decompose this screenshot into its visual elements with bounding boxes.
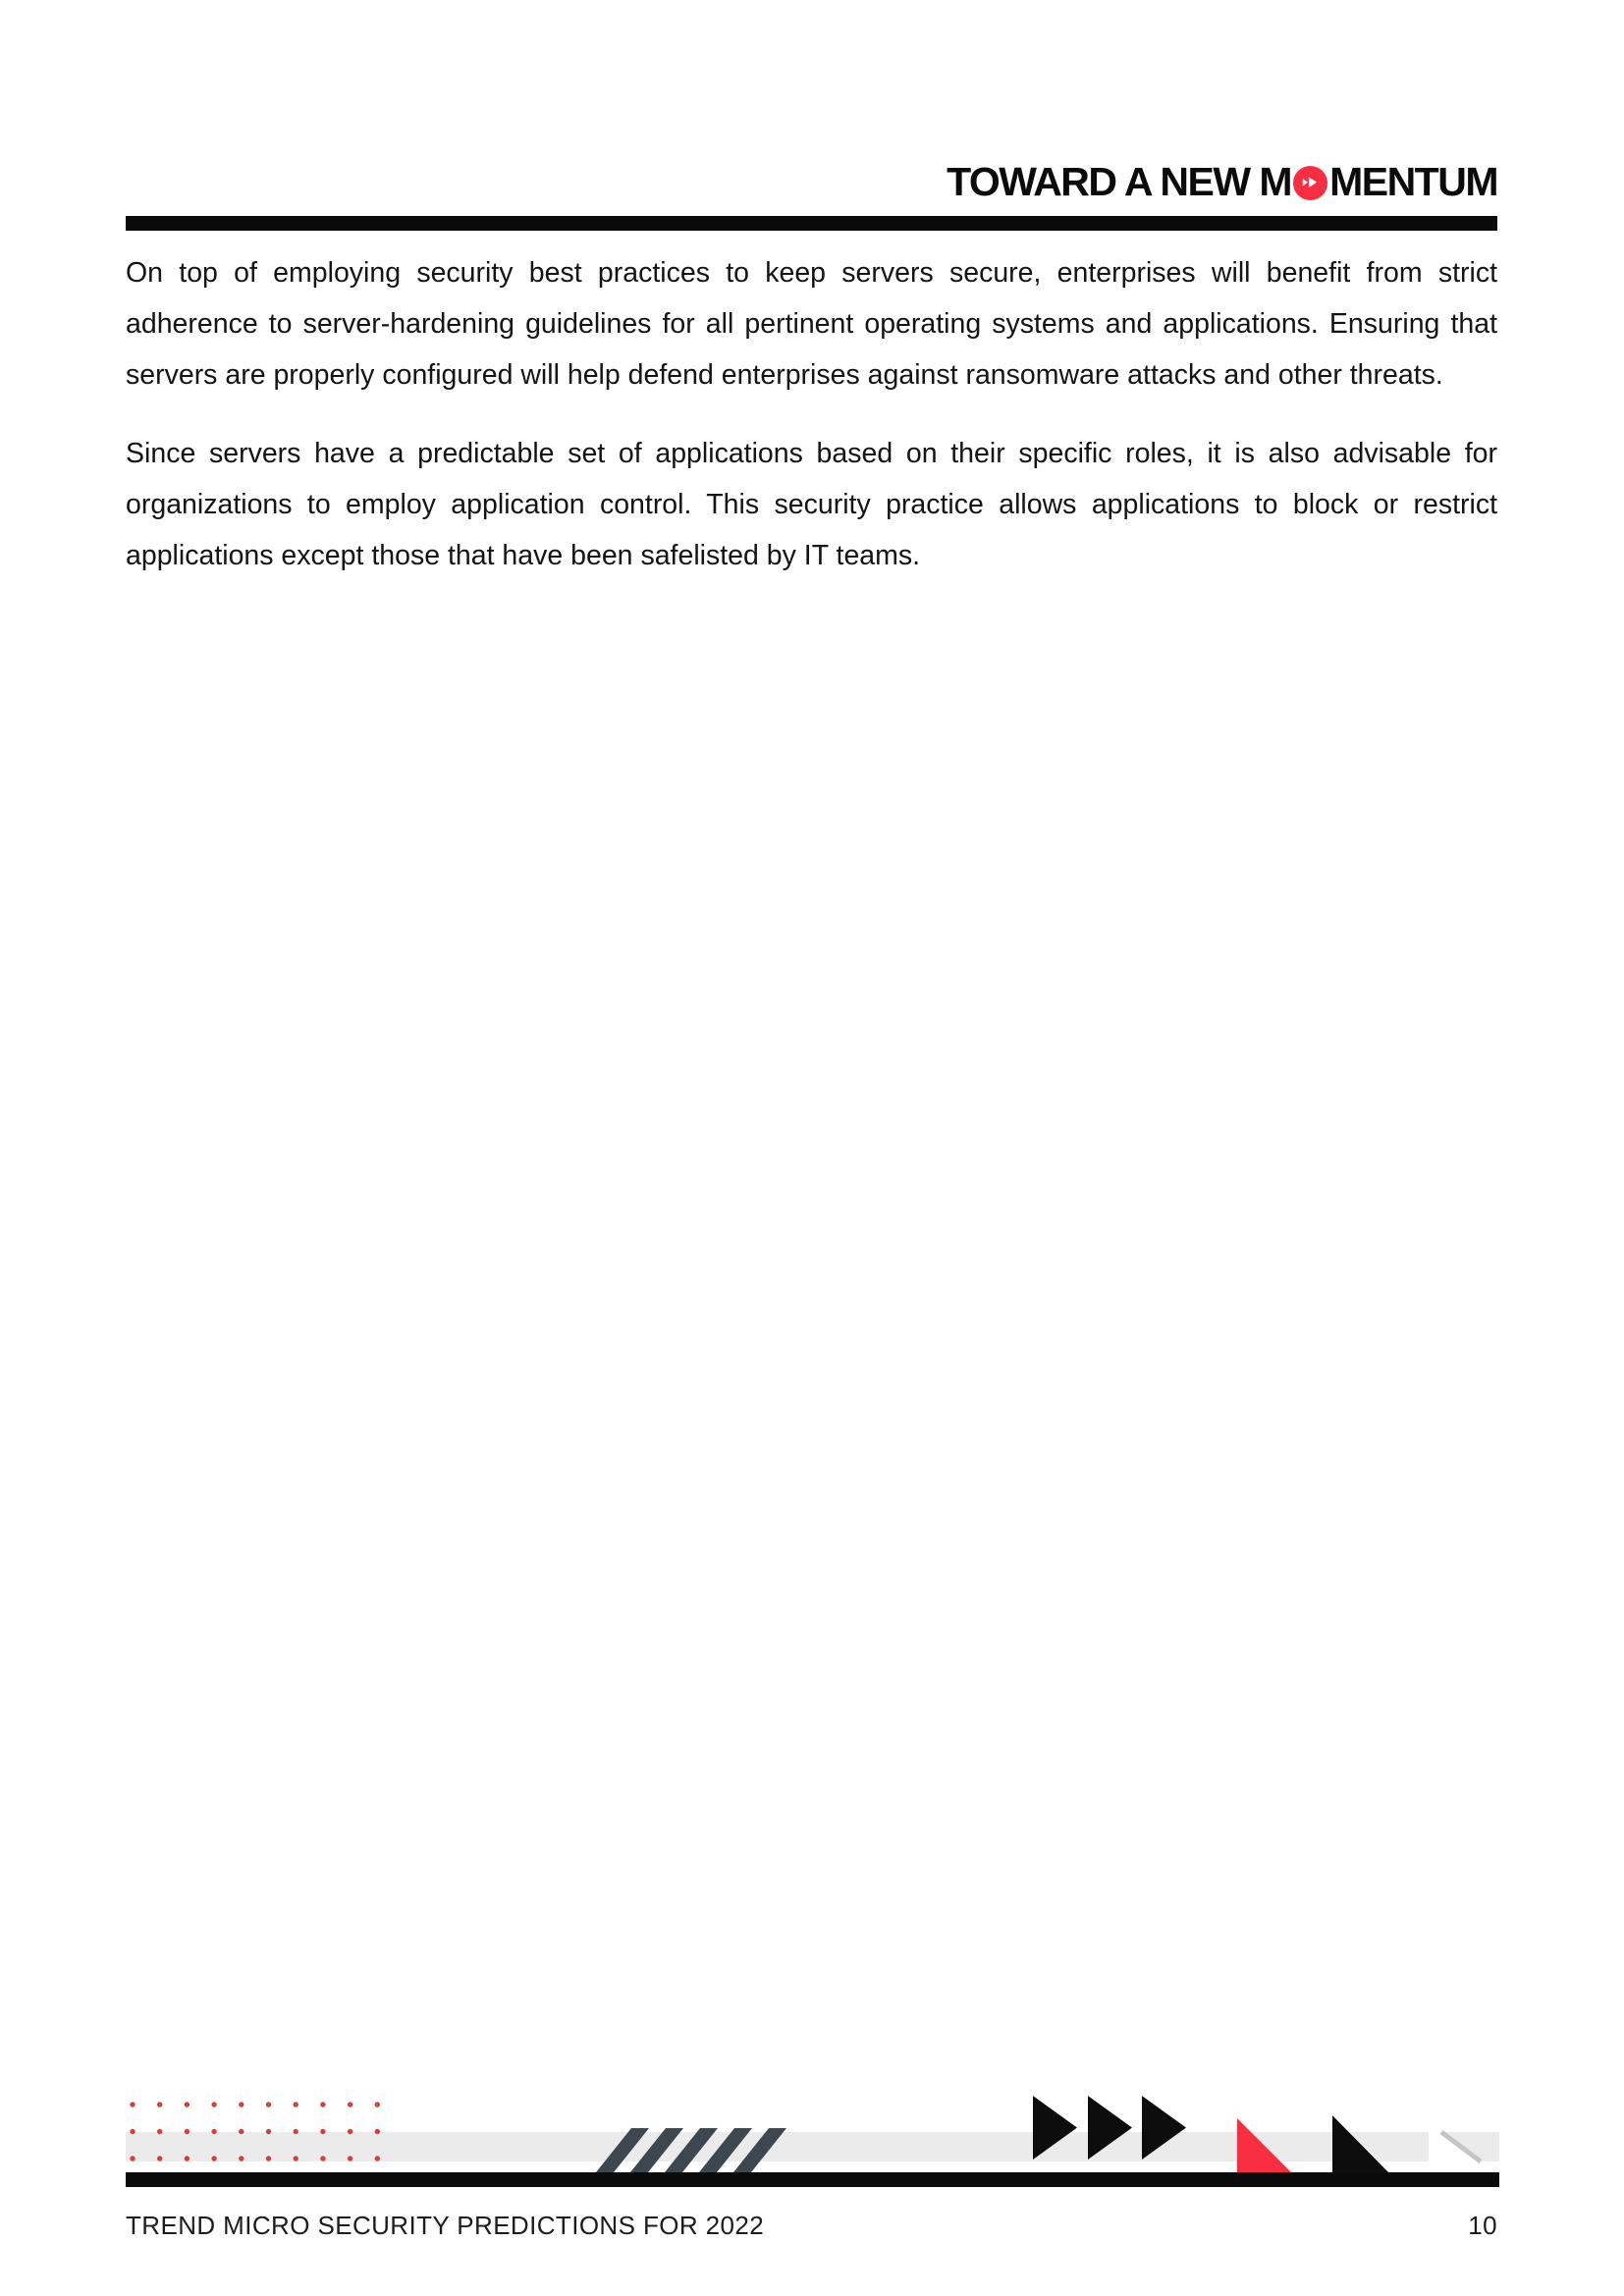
footer-divider-bar xyxy=(126,2172,1499,2187)
header-divider-rule xyxy=(126,216,1497,231)
body-text xyxy=(126,247,1497,609)
footer-decoration-band xyxy=(126,2091,1499,2189)
page-header xyxy=(126,157,1497,206)
page-footer xyxy=(126,2211,1497,2241)
red-circle-fast-forward-icon xyxy=(1293,166,1327,200)
header-title-pre: TOWARD A NEW M xyxy=(947,158,1292,204)
page-number: 10 xyxy=(1468,2211,1497,2240)
paragraph-1: On top of employing security best practices to keep servers secure, enterprises will benefit from strict adherence to server-hardening guidelines for all pertinent operating systems and applications. Ensuring that servers are properly configured will help defend enterprises against ransomware attacks and other threats. xyxy=(126,257,1497,391)
header-title-post: MENTUM xyxy=(1329,158,1497,204)
gray-band-end-slice xyxy=(1441,2132,1499,2162)
paragraph-2: Since servers have a predictable set of applications based on their specific roles, it is also advisable for organizations to employ application control. This security practice allows applications to block or restrict applications except those that have been safelisted by IT teams. xyxy=(126,438,1497,571)
footer-document-title: TREND MICRO SECURITY PREDICTIONS FOR 2022 xyxy=(126,2211,765,2240)
